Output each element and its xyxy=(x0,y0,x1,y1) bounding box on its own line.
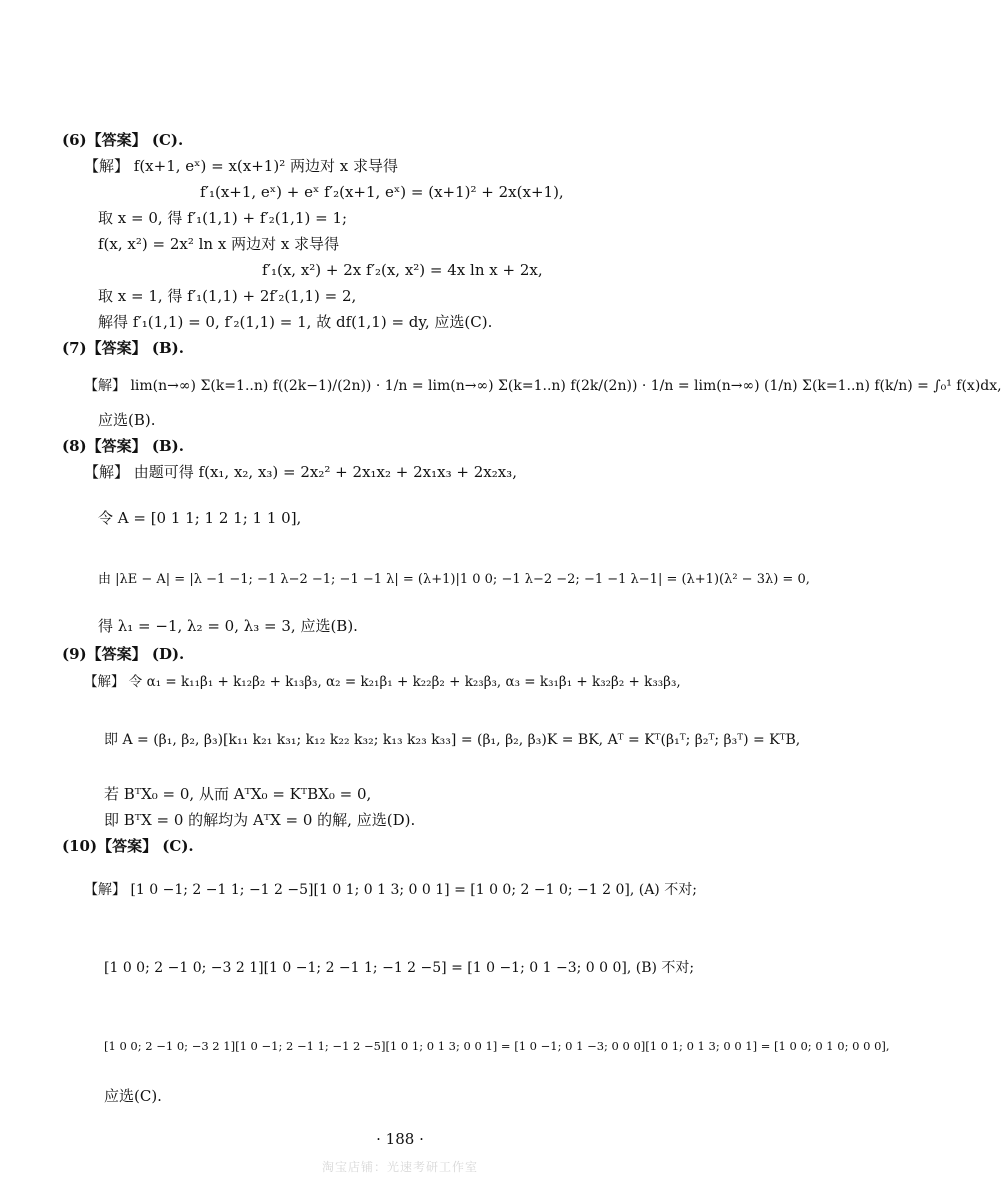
q6-solution: 【解】 f(x+1, eˣ) = x(x+1)² 两边对 x 求导得 xyxy=(84,157,398,175)
q9-matrix: 即 A = (β₁, β₂, β₃)[k₁₁ k₂₁ k₃₁; k₁₂ k₂₂ k₃₂; k₁₃ k₂₃ k₃₃] = (β₁, β₂, β₃)K = BK, Aᵀ = Kᵀ(β₁ᵀ; β₂ᵀ; β₃ᵀ) = KᵀB, xyxy=(104,732,801,748)
q10-solution: 【解】 [1 0 −1; 2 −1 1; −1 2 −5][1 0 1; 0 1 3; 0 0 1] = [1 0 0; 2 −1 0; −1 2 0], (A) 不对; xyxy=(84,882,697,898)
q10-line-3: [1 0 0; 2 −1 0; −3 2 1][1 0 −1; 2 −1 1; −1 2 −5][1 0 1; 0 1 3; 0 0 1] = [1 0 −1; 0 1 −3; 0 0 0][1 0 1; 0 1 3; 0 0 1] = [1 0 0; 0 1 0; 0 0 0], xyxy=(104,1039,890,1053)
q6-equation-1: f′₁(x+1, eˣ) + eˣ f′₂(x+1, eˣ) = (x+1)² + 2x(x+1), xyxy=(200,183,564,201)
q6-line-5: 解得 f′₁(1,1) = 0, f′₂(1,1) = 1, 故 df(1,1) = dy, 应选(C). xyxy=(98,313,493,331)
q9-line-2: 若 BᵀX₀ = 0, 从而 AᵀX₀ = KᵀBX₀ = 0, xyxy=(104,785,372,803)
q6-answer: (6)【答案】 (C). xyxy=(62,131,184,149)
q8-matrix: 令 A = [0 1 1; 1 2 1; 1 1 0], xyxy=(98,509,302,527)
q6-line-3: f(x, x²) = 2x² ln x 两边对 x 求导得 xyxy=(98,235,340,253)
q9-line-3: 即 BᵀX = 0 的解均为 AᵀX = 0 的解, 应选(D). xyxy=(104,811,416,829)
q6-equation-2: f′₁(x, x²) + 2x f′₂(x, x²) = 4x ln x + 2x, xyxy=(262,261,543,279)
q10-choose: 应选(C). xyxy=(104,1087,162,1105)
q9-answer: (9)【答案】 (D). xyxy=(62,645,185,663)
q7-solution: 【解】 lim(n→∞) Σ(k=1..n) f((2k−1)/(2n)) · 1/n = lim(n→∞) Σ(k=1..n) f(2k/(2n)) · 1/n = lim(n→∞) (1/n) Σ(k=1..n) f(k/n) = ∫₀¹ f(x)dx, xyxy=(84,378,1002,394)
q8-solution: 【解】 由题可得 f(x₁, x₂, x₃) = 2x₂² + 2x₁x₂ + 2x₁x₃ + 2x₂x₃, xyxy=(84,463,517,481)
q7-choose: 应选(B). xyxy=(98,411,156,429)
q10-answer: (10)【答案】 (C). xyxy=(62,837,194,855)
q8-answer: (8)【答案】 (B). xyxy=(62,437,184,455)
q8-determinant: 由 |λE − A| = |λ −1 −1; −1 λ−2 −1; −1 −1 λ| = (λ+1)|1 0 0; −1 λ−2 −2; −1 −1 λ−1| = (λ+1)(λ² − 3λ) = 0, xyxy=(98,572,810,587)
q8-result: 得 λ₁ = −1, λ₂ = 0, λ₃ = 3, 应选(B). xyxy=(98,617,358,635)
q7-answer: (7)【答案】 (B). xyxy=(62,339,184,357)
q10-line-2: [1 0 0; 2 −1 0; −3 2 1][1 0 −1; 2 −1 1; −1 2 −5] = [1 0 −1; 0 1 −3; 0 0 0], (B) 不对; xyxy=(104,960,695,976)
page-number: · 188 · xyxy=(376,1130,424,1148)
q6-line-2: 取 x = 0, 得 f′₁(1,1) + f′₂(1,1) = 1; xyxy=(98,209,348,227)
q9-solution: 【解】 令 α₁ = k₁₁β₁ + k₁₂β₂ + k₁₃β₃, α₂ = k₂₁β₁ + k₂₂β₂ + k₂₃β₃, α₃ = k₃₁β₁ + k₃₂β₂ + k₃₃β₃, xyxy=(84,674,681,690)
watermark: 淘宝店铺：光速考研工作室 xyxy=(321,1160,478,1174)
q6-line-4: 取 x = 1, 得 f′₁(1,1) + 2f′₂(1,1) = 2, xyxy=(98,287,357,305)
